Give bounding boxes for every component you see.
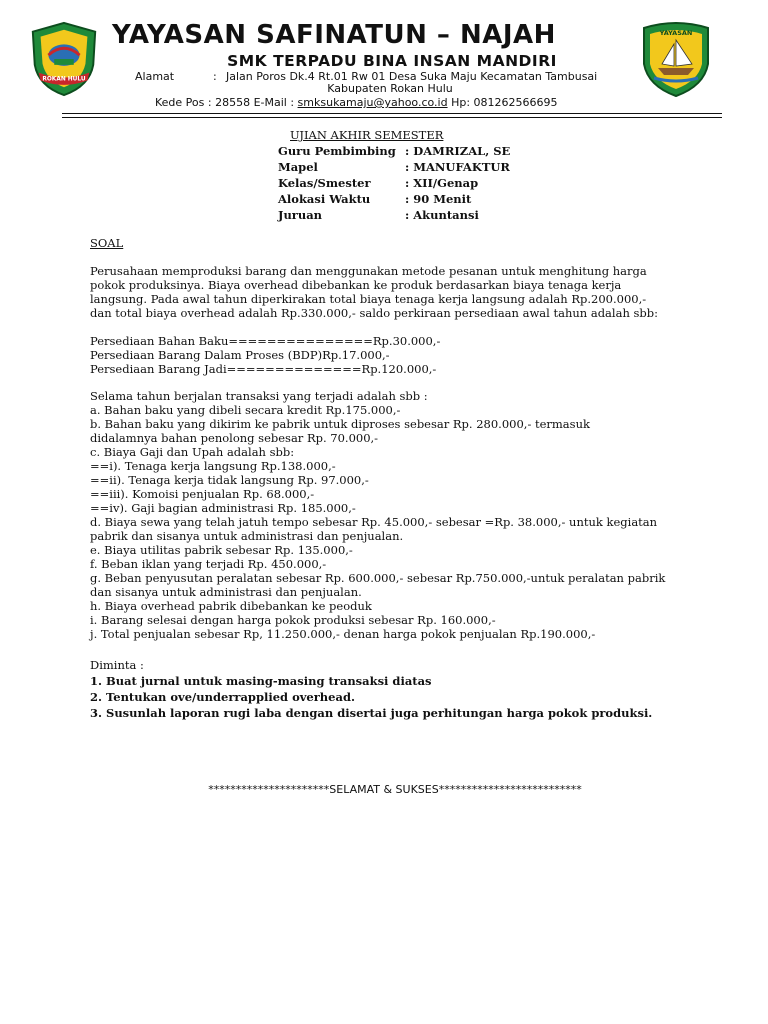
foundation-title: YAYASAN SAFINATUN – NAJAH: [112, 20, 556, 50]
task-item: 1. Buat jurnal untuk masing-masing transaksi diatas: [90, 674, 432, 688]
transaction-line: d. Biaya sewa yang telah jatuh tempo sebesar Rp. 45.000,- sebesar =Rp. 38.000,- untuk kegiatan: [90, 515, 658, 529]
text-line: Perusahaan memproduksi barang dan menggunakan metode pesanan untuk menghitung harga: [90, 264, 647, 278]
inventory-item: Persediaan Barang Dalam Proses (BDP)Rp.17.000,-: [90, 348, 390, 362]
transaction-line: pabrik dan sisanya untuk administrasi dan penjualan.: [90, 529, 404, 543]
address-colon: :: [213, 70, 217, 83]
exam-title: UJIAN AKHIR SEMESTER: [290, 128, 444, 142]
transaction-list: [90, 389, 690, 641]
header-divider-thin: [62, 117, 722, 118]
info-key: Kelas/Smester: [278, 176, 371, 190]
info-value: : MANUFAKTUR: [405, 160, 510, 174]
inventory-list: [90, 334, 690, 376]
soal-heading: SOAL: [90, 236, 124, 250]
email-link[interactable]: smksukamaju@yahoo.co.id: [297, 96, 448, 109]
info-key: Guru Pembimbing: [278, 144, 396, 158]
transaction-line: ==iv). Gaji bagian administrasi Rp. 185.000,-: [90, 501, 356, 515]
problem-paragraph: [90, 264, 690, 320]
text-line: pokok produksinya. Biaya overhead dibebankan ke produk berdasarkan biaya tenaga kerja: [90, 278, 622, 292]
address-label: Alamat: [135, 70, 175, 83]
address-line-1: Jalan Poros Dk.4 Rt.01 Rw 01 Desa Suka Maju Kecamatan Tambusai: [226, 70, 598, 83]
transaction-line: c. Biaya Gaji dan Upah adalah sbb:: [90, 445, 295, 459]
transaction-line: j. Total penjualan sebesar Rp, 11.250.000,- denan harga pokok penjualan Rp.190.000,-: [90, 627, 596, 641]
info-value: : 90 Menit: [405, 192, 472, 206]
diminta-label: Diminta :: [90, 658, 144, 672]
transaction-line: e. Biaya utilitas pabrik sebesar Rp. 135.000,-: [90, 543, 353, 557]
footer-greeting: **********************SELAMAT & SUKSES**************************: [208, 783, 582, 796]
transaction-line: ==ii). Tenaga kerja tidak langsung Rp. 97.000,-: [90, 473, 369, 487]
text-line: dan total biaya overhead adalah Rp.330.000,- saldo perkiraan persediaan awal tahun adalah sbb:: [90, 306, 659, 320]
transaction-line: ==i). Tenaga kerja langsung Rp.138.000,-: [90, 459, 336, 473]
info-key: Mapel: [278, 160, 318, 174]
info-value: : Akuntansi: [405, 208, 479, 222]
transaction-line: ==iii). Komoisi penjualan Rp. 68.000,-: [90, 487, 315, 501]
transaction-line: dan sisanya untuk administrasi dan penjualan.: [90, 585, 362, 599]
right-logo-text: YAYASAN: [659, 29, 693, 37]
inventory-item: Persediaan Bahan Baku===============Rp.30.000,-: [90, 334, 441, 348]
rokan-hulu-logo: [25, 20, 103, 98]
inventory-item: Persediaan Barang Jadi==============Rp.120.000,-: [90, 362, 437, 376]
contact-suffix: Hp: 081262566695: [447, 96, 558, 109]
transaction-line: h. Biaya overhead pabrik dibebankan ke peoduk: [90, 599, 372, 613]
transaction-line: f. Beban iklan yang terjadi Rp. 450.000,-: [90, 557, 327, 571]
transaction-line: i. Barang selesai dengan harga pokok produksi sebesar Rp. 160.000,-: [90, 613, 496, 627]
transaction-line: b. Bahan baku yang dikirim ke pabrik untuk diproses sebesar Rp. 280.000,- termasuk: [90, 417, 590, 431]
transaction-line: Selama tahun berjalan transaksi yang terjadi adalah sbb :: [90, 389, 428, 403]
address-line-2: Kabupaten Rokan Hulu: [327, 82, 453, 95]
transaction-line: didalamnya bahan penolong sebesar Rp. 70.000,-: [90, 431, 379, 445]
contact-prefix: Kede Pos : 28558 E-Mail :: [155, 96, 298, 109]
task-item: 3. Susunlah laporan rugi laba dengan disertai juga perhitungan harga pokok produksi.: [90, 706, 653, 720]
info-key: Juruan: [278, 208, 323, 222]
transaction-line: g. Beban penyusutan peralatan sebesar Rp. 600.000,- sebesar Rp.750.000,-untuk peralatan pabrik: [90, 571, 666, 585]
contact-line: [155, 96, 558, 110]
task-list: [90, 674, 690, 722]
info-key: Alokasi Waktu: [278, 192, 371, 206]
school-name: SMK TERPADU BINA INSAN MANDIRI: [227, 52, 557, 70]
text-line: langsung. Pada awal tahun diperkirakan total biaya tenaga kerja langsung adalah Rp.200.000,-: [90, 292, 647, 306]
info-value: : DAMRIZAL, SE: [405, 144, 511, 158]
left-logo-text: ROKAN HULU: [42, 76, 86, 83]
task-item: 2. Tentukan ove/underrapplied overhead.: [90, 690, 355, 704]
transaction-line: a. Bahan baku yang dibeli secara kredit Rp.175.000,-: [90, 403, 401, 417]
info-value: : XII/Genap: [405, 176, 479, 190]
header-divider: [62, 113, 722, 114]
